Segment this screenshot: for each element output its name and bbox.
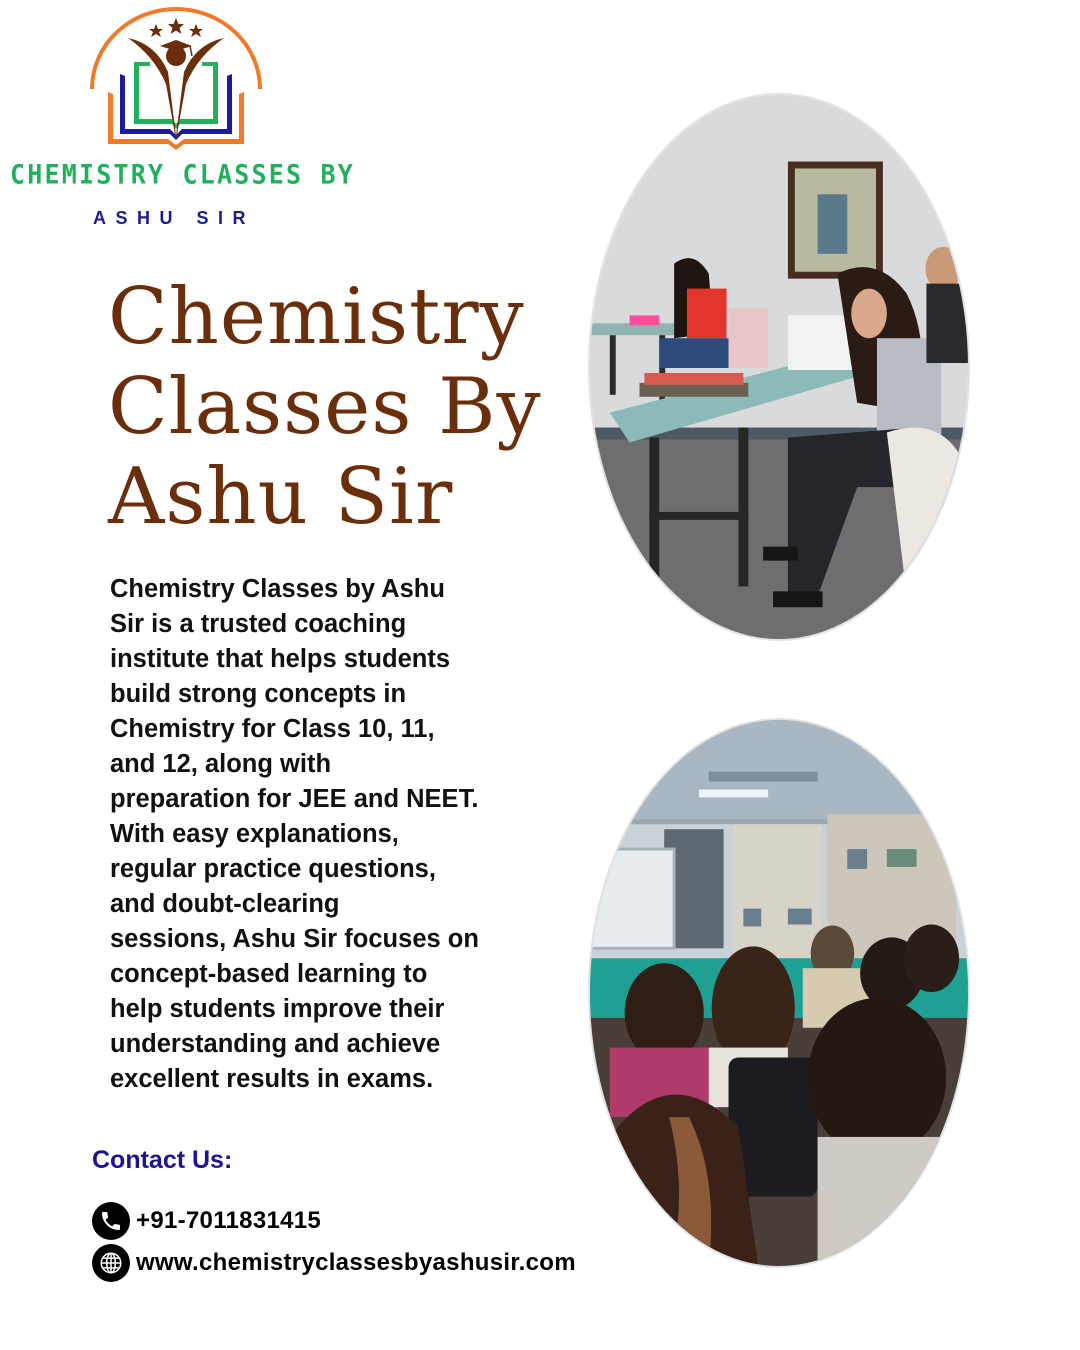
description-line: preparation for JEE and NEET. (110, 785, 479, 813)
description-paragraph (110, 572, 530, 1097)
classroom-students-studying-photo (588, 93, 970, 641)
globe-icon (92, 1244, 130, 1282)
description-line: excellent results in exams. (110, 1065, 434, 1093)
logo-graduate-book-icon (86, 4, 266, 154)
stars-icon (149, 18, 203, 37)
classroom-lecture-audience-photo (588, 718, 970, 1268)
title-line: Ashu Sir (108, 452, 454, 542)
description-line: With easy explanations, (110, 820, 399, 848)
logo-text-line2: ASHU SIR (93, 208, 256, 228)
description-line: build strong concepts in (110, 680, 407, 708)
logo-text-line1: CHEMISTRY CLASSES BY (10, 159, 356, 190)
contact-phone[interactable] (92, 1201, 321, 1241)
description-line: and 12, along with (110, 750, 332, 778)
website-link[interactable]: www.chemistryclassesbyashusir.com (136, 1249, 576, 1276)
description-line: Sir is a trusted coaching (110, 610, 407, 638)
contact-heading: Contact Us: (92, 1146, 233, 1174)
page-title (108, 272, 542, 542)
description-line: Chemistry Classes by Ashu (110, 575, 445, 603)
phone-number[interactable]: +91-7011831415 (136, 1207, 322, 1234)
contact-website[interactable] (92, 1243, 576, 1283)
description-line: sessions, Ashu Sir focuses on (110, 925, 479, 953)
title-line: Chemistry (108, 272, 525, 362)
description-line: and doubt-clearing (110, 890, 340, 918)
phone-icon (92, 1202, 130, 1240)
description-line: regular practice questions, (110, 855, 436, 883)
description-line: Chemistry for Class 10, 11, (110, 715, 435, 743)
description-line: institute that helps students (110, 645, 451, 673)
description-line: understanding and achieve (110, 1030, 441, 1058)
logo-emblem (86, 4, 266, 154)
description-line: help students improve their (110, 995, 445, 1023)
title-line: Classes By (108, 362, 542, 452)
description-line: concept-based learning to (110, 960, 428, 988)
